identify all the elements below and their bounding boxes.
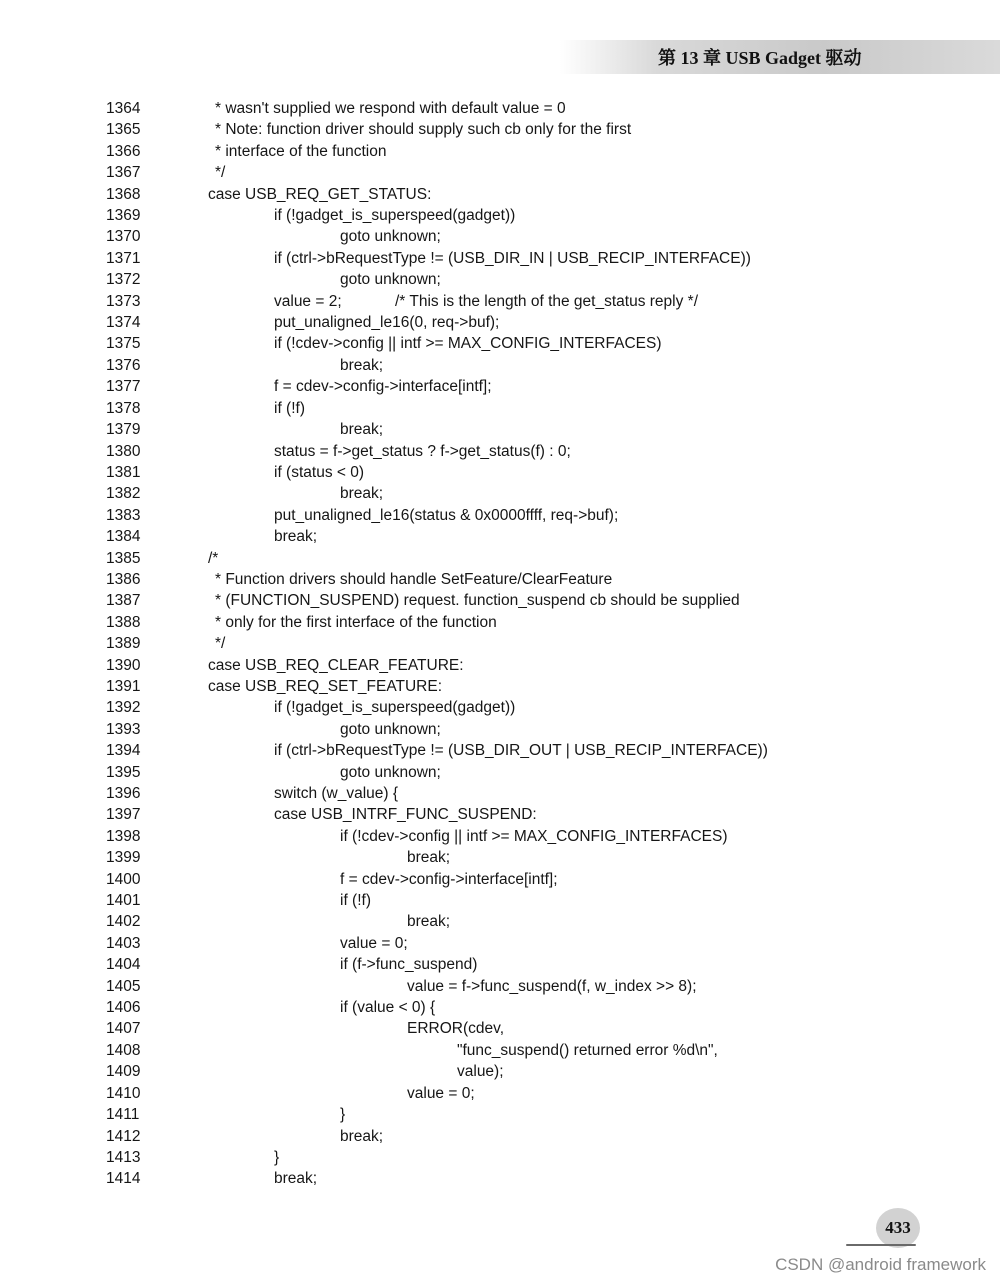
code-text: * Note: function driver should supply such cb only for the first xyxy=(215,121,632,139)
code-line xyxy=(0,376,1000,397)
code-line xyxy=(0,291,1000,312)
code-line xyxy=(0,1104,1000,1125)
code-text: if (!gadget_is_superspeed(gadget)) xyxy=(274,207,516,225)
line-number: 1396 xyxy=(106,785,141,802)
line-number: 1407 xyxy=(106,1020,141,1038)
code-line xyxy=(0,719,1000,740)
line-number: 1374 xyxy=(106,314,141,332)
code-text: break; xyxy=(340,356,384,374)
line-number: 1380 xyxy=(106,442,141,460)
line-number: 1410 xyxy=(106,1084,141,1102)
code-line xyxy=(0,783,1000,804)
code-text: * interface of the function xyxy=(215,142,387,160)
line-number: 1367 xyxy=(106,164,141,182)
line-number: 1371 xyxy=(106,249,141,267)
code-text: case USB_INTRF_FUNC_SUSPEND: xyxy=(274,806,537,824)
line-number: 1370 xyxy=(106,228,141,246)
code-line xyxy=(0,98,1000,119)
code-line xyxy=(0,697,1000,718)
code-text: * (FUNCTION_SUSPEND) request. function_suspend cb should be supplied xyxy=(215,592,740,610)
code-text: put_unaligned_le16(0, req->buf); xyxy=(274,314,500,332)
line-number: 1413 xyxy=(106,1148,141,1166)
line-number: 1394 xyxy=(106,742,141,760)
code-line xyxy=(0,911,1000,932)
code-text: if (f->func_suspend) xyxy=(340,956,478,974)
line-number: 1412 xyxy=(106,1127,141,1145)
code-text: } xyxy=(340,1106,346,1124)
code-text: goto unknown; xyxy=(340,763,441,781)
code-line xyxy=(0,355,1000,376)
line-number: 1382 xyxy=(106,485,141,503)
code-line xyxy=(0,847,1000,868)
line-number: 1389 xyxy=(106,635,141,653)
code-text: if (status < 0) xyxy=(274,463,365,481)
code-text: f = cdev->config->interface[intf]; xyxy=(340,870,558,888)
code-text: */ xyxy=(215,635,226,653)
code-text: value = f->func_suspend(f, w_index >> 8); xyxy=(407,977,697,995)
line-number: 1392 xyxy=(106,699,141,717)
code-text: /* xyxy=(208,549,219,567)
code-text: * Function drivers should handle SetFeature/ClearFeature xyxy=(215,570,613,588)
code-line xyxy=(0,954,1000,975)
line-number: 1372 xyxy=(106,271,141,289)
code-text: * wasn't supplied we respond with default value = 0 xyxy=(215,100,566,117)
code-text: status = f->get_status ? f->get_status(f) : 0; xyxy=(274,442,571,460)
code-text: case USB_REQ_SET_FEATURE: xyxy=(208,677,443,695)
line-number: 1379 xyxy=(106,421,141,439)
code-text: switch (w_value) { xyxy=(274,785,399,802)
line-number: 1401 xyxy=(106,892,141,910)
code-line xyxy=(0,740,1000,761)
code-line xyxy=(0,419,1000,440)
code-line xyxy=(0,1168,1000,1189)
line-number: 1364 xyxy=(106,100,141,117)
code-text: break; xyxy=(340,1127,384,1145)
code-text: break; xyxy=(340,485,384,503)
code-line xyxy=(0,1083,1000,1104)
line-number: 1400 xyxy=(106,870,141,888)
code-line xyxy=(0,1147,1000,1168)
line-number: 1369 xyxy=(106,207,141,225)
code-text: goto unknown; xyxy=(340,228,441,246)
line-number: 1368 xyxy=(106,185,141,203)
code-line xyxy=(0,1126,1000,1147)
code-line xyxy=(0,590,1000,611)
code-text: value = 0; xyxy=(340,934,408,952)
chapter-title: 第 13 章 USB Gadget 驱动 xyxy=(658,48,862,68)
code-text: if (ctrl->bRequestType != (USB_DIR_OUT | USB_RECIP_INTERFACE)) xyxy=(274,742,768,760)
code-line xyxy=(0,398,1000,419)
line-number: 1378 xyxy=(106,399,141,417)
code-line xyxy=(0,548,1000,569)
code-text: f = cdev->config->interface[intf]; xyxy=(274,378,492,396)
code-text: case USB_REQ_CLEAR_FEATURE: xyxy=(208,656,464,674)
line-number: 1376 xyxy=(106,356,141,374)
code-text: if (ctrl->bRequestType != (USB_DIR_IN | USB_RECIP_INTERFACE)) xyxy=(274,249,751,267)
code-text: if (!cdev->config || intf >= MAX_CONFIG_INTERFACES) xyxy=(274,335,662,353)
code-text: goto unknown; xyxy=(340,271,441,289)
code-line xyxy=(0,890,1000,911)
line-number: 1403 xyxy=(106,934,141,952)
line-number: 1388 xyxy=(106,613,141,631)
line-number: 1365 xyxy=(106,121,141,139)
line-number: 1390 xyxy=(106,656,141,674)
line-number: 1414 xyxy=(106,1170,141,1188)
code-text: break; xyxy=(407,913,451,931)
line-number: 1405 xyxy=(106,977,141,995)
code-line xyxy=(0,676,1000,697)
code-text: if (!gadget_is_superspeed(gadget)) xyxy=(274,699,516,717)
code-text: } xyxy=(274,1148,280,1166)
code-line xyxy=(0,333,1000,354)
line-number: 1406 xyxy=(106,999,141,1017)
line-number: 1373 xyxy=(106,292,141,310)
code-line xyxy=(0,933,1000,954)
code-line xyxy=(0,162,1000,183)
code-line xyxy=(0,462,1000,483)
code-line xyxy=(0,269,1000,290)
line-number: 1384 xyxy=(106,528,141,546)
code-text: break; xyxy=(407,849,451,867)
page-number-underline xyxy=(846,1244,916,1246)
code-line xyxy=(0,119,1000,140)
code-line xyxy=(0,312,1000,333)
code-line xyxy=(0,205,1000,226)
code-text: ERROR(cdev, xyxy=(407,1020,505,1038)
code-text: case USB_REQ_GET_STATUS: xyxy=(208,185,432,203)
code-text: */ xyxy=(215,164,226,182)
code-line xyxy=(0,976,1000,997)
code-line xyxy=(0,826,1000,847)
line-number: 1397 xyxy=(106,806,141,824)
code-text: * only for the first interface of the function xyxy=(215,613,497,631)
code-line xyxy=(0,633,1000,654)
code-line xyxy=(0,1061,1000,1082)
line-number: 1366 xyxy=(106,142,141,160)
code-text: if (value < 0) { xyxy=(340,999,436,1017)
code-line xyxy=(0,505,1000,526)
line-number: 1385 xyxy=(106,549,141,567)
code-text: break; xyxy=(340,421,384,439)
code-text: "func_suspend() returned error %d\n", xyxy=(457,1041,718,1059)
code-line xyxy=(0,441,1000,462)
line-number: 1404 xyxy=(106,956,141,974)
code-line xyxy=(0,655,1000,676)
code-text: goto unknown; xyxy=(340,720,441,738)
code-line xyxy=(0,1040,1000,1061)
code-text: if (!f) xyxy=(340,892,371,910)
line-number: 1386 xyxy=(106,570,141,588)
code-text: if (!cdev->config || intf >= MAX_CONFIG_INTERFACES) xyxy=(340,827,728,845)
code-line xyxy=(0,1018,1000,1039)
line-number: 1409 xyxy=(106,1063,141,1081)
line-number: 1383 xyxy=(106,506,141,524)
line-number: 1375 xyxy=(106,335,141,353)
watermark-text: CSDN @android framework xyxy=(775,1255,986,1274)
line-number: 1402 xyxy=(106,913,141,931)
code-text: break; xyxy=(274,528,318,546)
code-text: put_unaligned_le16(status & 0x0000ffff, req->buf); xyxy=(274,506,619,524)
code-line xyxy=(0,762,1000,783)
line-number: 1391 xyxy=(106,677,141,695)
code-comment: /* This is the length of the get_status reply */ xyxy=(395,292,698,310)
code-line xyxy=(0,804,1000,825)
line-number: 1377 xyxy=(106,378,141,396)
code-line xyxy=(0,612,1000,633)
line-number: 1381 xyxy=(106,463,141,481)
code-line xyxy=(0,569,1000,590)
line-number: 1408 xyxy=(106,1041,141,1059)
code-line xyxy=(0,248,1000,269)
code-line xyxy=(0,141,1000,162)
code-text: if (!f) xyxy=(274,399,305,417)
code-line xyxy=(0,226,1000,247)
code-line xyxy=(0,526,1000,547)
code-line xyxy=(0,997,1000,1018)
line-number: 1399 xyxy=(106,849,141,867)
code-text: value = 0; xyxy=(407,1084,475,1102)
code-text: value = 2; xyxy=(274,292,342,310)
line-number: 1398 xyxy=(106,827,141,845)
code-text: break; xyxy=(274,1170,318,1188)
line-number: 1395 xyxy=(106,763,141,781)
line-number: 1393 xyxy=(106,720,141,738)
line-number: 1411 xyxy=(106,1106,140,1124)
page-number: 433 xyxy=(876,1208,920,1248)
code-listing xyxy=(0,98,1000,1190)
code-text: value); xyxy=(457,1063,504,1081)
code-line xyxy=(0,869,1000,890)
code-line xyxy=(0,184,1000,205)
code-line xyxy=(0,483,1000,504)
line-number: 1387 xyxy=(106,592,141,610)
